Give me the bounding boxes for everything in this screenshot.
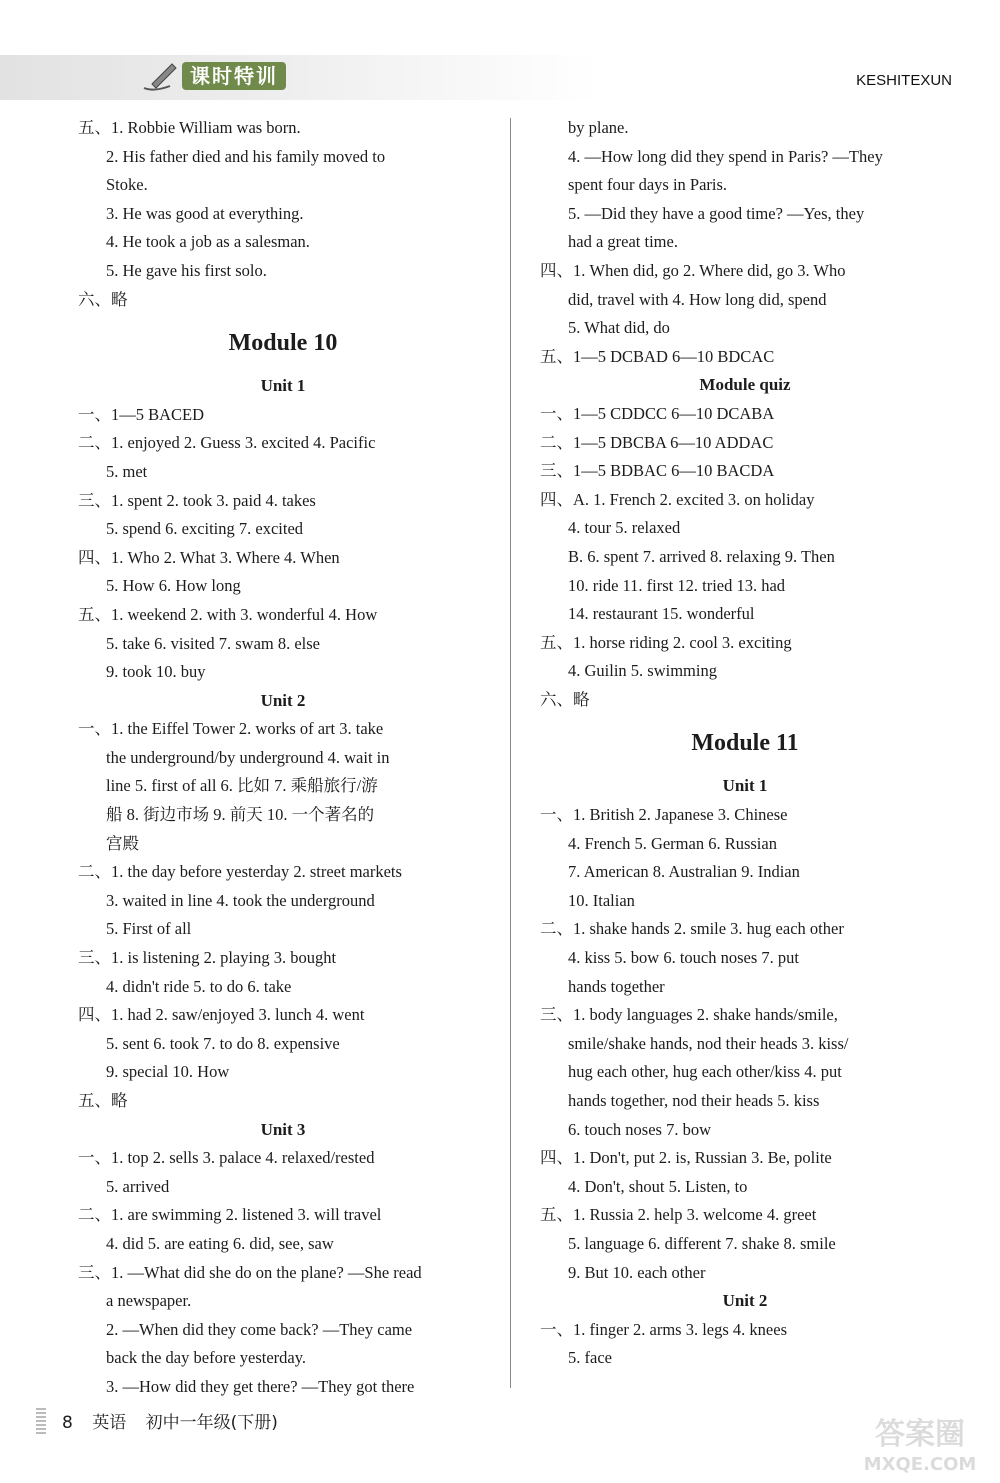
footer — [62, 1408, 292, 1433]
answer-line: 三、1. —What did she do on the plane? —She read — [78, 1262, 422, 1282]
answer-line: B. 6. spent 7. arrived 8. relaxing 9. Then — [568, 546, 835, 566]
answer-line: 5. How 6. How long — [106, 576, 241, 596]
answer-line: 四、1. had 2. saw/enjoyed 3. lunch 4. went — [78, 1005, 365, 1025]
answer-line: 四、1. When did, go 2. Where did, go 3. Who — [540, 260, 846, 280]
answer-line: 14. restaurant 15. wonderful — [568, 604, 755, 624]
watermark-logo — [850, 1410, 990, 1476]
answer-line: 5. He gave his first solo. — [106, 260, 267, 280]
footer-bar — [36, 1408, 46, 1434]
answer-line: 4. Don't, shout 5. Listen, to — [568, 1176, 748, 1196]
answer-line: 5. —Did they have a good time? —Yes, they — [568, 203, 865, 223]
module-title: Module 10 — [228, 330, 338, 357]
answer-line: 3. —How did they get there? —They got there — [106, 1376, 415, 1396]
answer-line-continuation: did, travel with 4. How long did, spend — [568, 289, 827, 309]
answer-line: 五、1. weekend 2. with 3. wonderful 4. How — [78, 604, 378, 624]
answer-line: 3. He was good at everything. — [106, 203, 304, 223]
answer-line: 一、1. British 2. Japanese 3. Chinese — [540, 805, 788, 825]
watermark-text: 答案圈 — [875, 1417, 965, 1452]
unit-title: Unit 3 — [260, 1119, 306, 1139]
answer-line-continuation: spent four days in Paris. — [568, 175, 728, 195]
answer-line: 5. face — [568, 1348, 612, 1368]
answer-line: 一、1. top 2. sells 3. palace 4. relaxed/rested — [78, 1148, 375, 1168]
watermark-domain: MXQE.COM — [863, 1454, 977, 1475]
answer-line-continuation: 船 8. 街边市场 9. 前天 10. 一个著名的 — [106, 805, 375, 825]
answer-line: 5. take 6. visited 7. swam 8. else — [106, 633, 321, 653]
unit-title: Unit 1 — [260, 376, 306, 396]
answer-line: 5. spend 6. exciting 7. excited — [106, 519, 304, 539]
answer-line: 10. Italian — [568, 890, 635, 910]
answer-line: 二、1—5 DBCBA 6—10 ADDAC — [540, 432, 774, 452]
answer-line: 3. waited in line 4. took the underground — [106, 890, 375, 910]
answer-line: 二、1. shake hands 2. smile 3. hug each other — [540, 919, 844, 939]
unit-title: Module quiz — [699, 375, 791, 395]
answer-line: 二、1. are swimming 2. listened 3. will travel — [78, 1205, 382, 1225]
answer-line: 4. did 5. are eating 6. did, see, saw — [106, 1233, 334, 1253]
answer-line-continuation: back the day before yesterday. — [106, 1348, 307, 1368]
answer-line: 9. special 10. How — [106, 1062, 230, 1082]
answer-line: 2. His father died and his family moved to — [106, 146, 386, 166]
grade-label: 初中一年级(下册) — [145, 1413, 278, 1433]
answer-line: 4. tour 5. relaxed — [568, 518, 681, 538]
module-title: Module 11 — [691, 730, 799, 757]
unit-title: Unit 2 — [260, 690, 306, 710]
answer-line-continuation: 宫殿 — [106, 833, 139, 853]
answer-line: 一、1. the Eiffel Tower 2. works of art 3. take — [78, 719, 384, 739]
answer-line: 5. sent 6. took 7. to do 8. expensive — [106, 1033, 340, 1053]
answer-line: 三、1. body languages 2. shake hands/smile, — [540, 1005, 838, 1025]
answer-line: 四、1. Who 2. What 3. Where 4. When — [78, 547, 340, 567]
answer-line-continuation: hands together — [568, 976, 665, 996]
answer-line: 六、略 — [540, 689, 590, 709]
answer-line: 9. But 10. each other — [568, 1262, 706, 1282]
answer-line: 二、1. the day before yesterday 2. street markets — [78, 862, 402, 882]
answer-line-continuation: line 5. first of all 6. 比如 7. 乘船旅行/游 — [106, 776, 378, 796]
unit-title: Unit 2 — [722, 1291, 768, 1311]
answer-line: 三、1. spent 2. took 3. paid 4. takes — [78, 490, 316, 510]
answer-line: 五、1. Robbie William was born. — [78, 118, 301, 137]
answer-line: 5. met — [106, 461, 148, 481]
answer-line: 六、略 — [78, 289, 128, 309]
answer-line-continuation: Stoke. — [106, 175, 148, 195]
answer-line: 四、1. Don't, put 2. is, Russian 3. Be, polite — [540, 1148, 832, 1168]
answer-line-continuation: had a great time. — [568, 232, 678, 252]
answer-line: 6. touch noses 7. bow — [568, 1119, 711, 1139]
answer-line: 四、A. 1. French 2. excited 3. on holiday — [540, 489, 815, 509]
answer-line: 一、1—5 CDDCC 6—10 DCABA — [540, 403, 775, 423]
answer-line: 4. kiss 5. bow 6. touch noses 7. put — [568, 948, 799, 968]
answer-line-continuation: the underground/by underground 4. wait in — [106, 747, 390, 767]
answer-line: 2. —When did they come back? —They came — [106, 1319, 413, 1339]
answer-line: 五、1—5 DCBAD 6—10 BDCAC — [540, 346, 775, 366]
answer-line-continuation: hug each other, hug each other/kiss 4. put — [568, 1062, 842, 1082]
answer-line: 7. American 8. Australian 9. Indian — [568, 862, 800, 882]
column-divider — [510, 118, 511, 1388]
answer-line: 5. What did, do — [568, 318, 670, 338]
answer-line: 4. French 5. German 6. Russian — [568, 833, 777, 853]
answer-line: 五、1. Russia 2. help 3. welcome 4. greet — [540, 1205, 817, 1225]
answer-line: 9. took 10. buy — [106, 662, 206, 682]
logo-text: 课时特训 — [182, 62, 286, 90]
left-column — [78, 114, 488, 1402]
answer-line: 五、略 — [78, 1091, 128, 1110]
answer-line-continuation: a newspaper. — [106, 1291, 192, 1311]
answer-line: 三、1—5 BDBAC 6—10 BACDA — [540, 461, 775, 481]
answer-line: 三、1. is listening 2. playing 3. bought — [78, 948, 337, 968]
answer-line: 10. ride 11. first 12. tried 13. had — [568, 575, 786, 595]
header-pinyin: KESHITEXUN — [856, 72, 952, 89]
right-column — [540, 114, 950, 1373]
pen-icon — [140, 60, 180, 94]
answer-line: 五、1. horse riding 2. cool 3. exciting — [540, 632, 792, 652]
answer-line: 4. He took a job as a salesman. — [106, 232, 310, 252]
answer-line: 5. language 6. different 7. shake 8. smile — [568, 1233, 836, 1253]
answer-line: 二、1. enjoyed 2. Guess 3. excited 4. Pacific — [78, 433, 376, 453]
answer-line: 一、1—5 BACED — [78, 404, 205, 424]
answer-line: 一、1. finger 2. arms 3. legs 4. knees — [540, 1319, 787, 1339]
answer-line: 4. didn't ride 5. to do 6. take — [106, 976, 292, 996]
answer-line-continuation: smile/shake hands, nod their heads 3. kiss/ — [568, 1033, 849, 1053]
unit-title: Unit 1 — [722, 776, 768, 796]
answer-line-continuation: by plane. — [568, 118, 629, 137]
answer-line: 5. First of all — [106, 919, 192, 939]
answer-line: 5. arrived — [106, 1176, 170, 1196]
answer-line: 4. —How long did they spend in Paris? —They — [568, 146, 883, 166]
subject-label: 英语 — [92, 1413, 127, 1433]
answer-line-continuation: hands together, nod their heads 5. kiss — [568, 1091, 820, 1110]
answer-line: 4. Guilin 5. swimming — [568, 661, 717, 681]
page-number: 8 — [62, 1413, 73, 1433]
